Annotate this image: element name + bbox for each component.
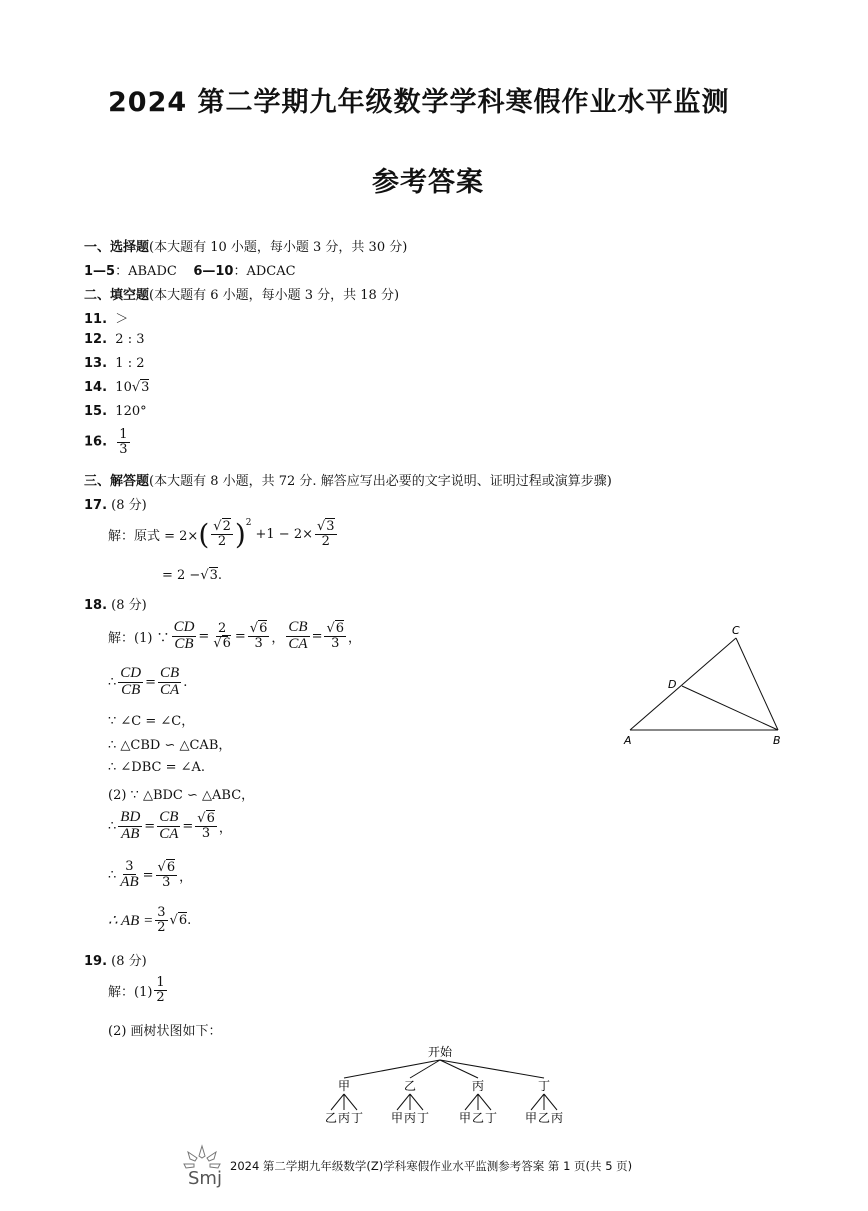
fraction [118,860,140,890]
text: ， [218,820,232,836]
numerator: CB [159,809,179,825]
numerator: 3 [125,859,134,874]
section-2-desc: (本大题有 6 小题，每小题 3 分，共 18 分) [149,288,400,303]
answer: 2 : 3 [115,332,145,347]
section-1-heading [84,236,407,255]
fraction: $\frac{√6}{3}$ [157,860,176,890]
question-number: 14. [84,380,108,395]
label-c: C [732,624,740,637]
text: . [183,674,188,690]
denominator: 2 [217,534,227,549]
q18-header [84,594,147,613]
side-bc [736,638,778,730]
fraction: $\frac{√6}{3}$ [197,811,215,841]
tree-node-level2: 丁 [484,1111,498,1125]
text: . [217,568,223,583]
q18-line-4: ∴ △CBD ∽ △CAB， [108,738,232,753]
label-d: D [668,678,677,691]
fraction [157,810,180,843]
radicand: 6 [206,811,215,827]
question-score: (8 分) [111,598,147,613]
answer-fraction [117,428,129,456]
question-number: 16. [84,434,108,450]
fraction [158,666,181,699]
mc-answers: 1—5：ABADC 6—10：ADCAC [84,264,296,279]
document-subtitle: 参考答案 [372,167,484,198]
tree-node-level1: 甲 [337,1079,351,1093]
mc-answer-2: ADCAC [246,264,296,279]
tree-branch [531,1094,544,1110]
section-3-label: 三、解答题 [84,474,150,489]
denominator: 2 [157,919,166,935]
numerator: CD [173,619,195,635]
radicand: 3 [209,568,218,583]
text: ∴ [108,674,117,690]
question-number: 12. [84,332,108,347]
tree-node-level2: 甲 [458,1111,472,1125]
label-b: B [773,734,781,747]
tree-branch [344,1094,357,1110]
fill-15 [84,404,147,419]
tree-branch [544,1094,557,1110]
denominator: CB [121,681,141,698]
denominator: CA [288,635,308,652]
section-2-label: 二、填空题 [84,288,150,303]
tree-branch [331,1094,344,1110]
fraction: $\frac{2}{√6}$ [213,621,231,651]
tree-node-level2: 甲 [390,1111,404,1125]
section-1-desc: (本大题有 10 小题，每小题 3 分，共 30 分) [149,240,408,255]
question-number: 15. [84,404,108,419]
answer: 120° [115,404,147,419]
denominator: 2 [156,989,165,1005]
question-number: 19. [84,954,108,969]
tree-branch [397,1094,410,1110]
text: 解：(1) ∵ [108,630,170,646]
tree-node-level2: 乙 [537,1111,551,1125]
fraction [154,976,166,1004]
tree-branch [410,1094,423,1110]
section-3-desc: (本大题有 8 小题，共 72 分. 解答应写出必要的文字说明、证明过程或演算步骤) [149,474,612,489]
answer-coefficient: 10 [115,380,132,395]
radicand: 6 [222,635,231,651]
numerator: 1 [156,975,165,990]
label-a: A [624,734,632,747]
text: ∴ AB = [108,912,154,929]
numerator: BD [120,809,141,825]
text: . [187,912,192,928]
text: = 2 − [162,568,201,583]
question-number: 13. [84,356,108,371]
section-3-heading [84,470,612,489]
q19-header [84,950,147,969]
text: 解：原式 = 2× [108,529,199,544]
question-number: 17. [84,498,108,513]
tree-node-level2: 丙 [550,1111,564,1125]
denominator: 3 [201,825,211,841]
fill-11 [84,308,128,327]
text: 解：(1) [108,984,153,1000]
document-title: 2024 第二学期九年级数学学科寒假作业水平监测 [108,87,730,118]
denominator: AB [121,825,140,842]
tree-node-level1: 丙 [471,1079,485,1093]
denominator: CA [160,681,180,698]
denominator: 3 [254,635,263,651]
q17-line-2: = 2 −√3. [162,568,223,583]
tree-node-level2: 乙 [471,1111,485,1125]
answer: 1 : 2 [115,356,145,371]
radicand: 6 [178,913,188,929]
text: +1 − 2× [255,527,313,542]
q18-line-2: ∴ $\frac{CD}{CB}$ = $\frac{CB}{CA}$ . [108,665,188,698]
radicand: 6 [259,621,268,637]
exponent: 2 [245,518,252,528]
section-2-heading [84,284,399,303]
tree-node-level2: 丁 [350,1111,364,1125]
question-score: (8 分) [111,954,147,969]
fraction [172,620,197,653]
text: ， [179,869,193,885]
fraction: $\frac{√6}{3}$ [249,621,268,651]
denominator: CA [159,825,179,842]
publisher-logo-icon [180,1140,224,1190]
segment-bd [682,686,778,730]
fraction: $\frac{√3}{2}$ [317,519,335,549]
text: ， [271,630,285,646]
text: ∴ [108,867,117,883]
tree-node-level2: 丁 [416,1111,430,1125]
q18-line-6: (2) ∵ △BDC ∽ △ABC， [108,788,255,803]
fraction [118,666,143,699]
fill-12 [84,332,144,347]
numerator: CB [288,619,308,635]
tree-node-level2: 丙 [403,1111,417,1125]
q18-line-7: ∴ $\frac{BD}{AB}$ = $\frac{CB}{CA}$ = $\frac{√6}{3}$ ， [108,809,232,842]
q18-line-9: ∴ AB = $\frac{3}{2}$ √ 6 . [108,905,192,935]
q19-line-1 [108,976,169,1004]
q18-line-5: ∴ ∠DBC = ∠A. [108,760,206,775]
tree-diagram [310,1040,570,1132]
triangle-figure [618,620,798,750]
numerator: CD [120,665,142,681]
question-score: (8 分) [111,498,147,513]
radicand: 6 [166,860,176,876]
tree-node-level2: 甲 [524,1111,538,1125]
denominator: 3 [162,874,171,890]
q18-line-3: ∵ ∠C = ∠C， [108,714,195,729]
section-1-label: 一、选择题 [84,240,150,255]
tree-node-level2: 丙 [337,1111,351,1125]
fraction [155,906,167,934]
denominator: 3 [331,635,340,651]
denominator: AB [120,873,139,890]
radicand: 3 [326,519,335,535]
mc-range-2: 6—10 [193,264,234,279]
fraction: $\frac{√2}{2}$ [213,519,231,549]
question-number: 11. [84,312,108,327]
fraction: $\frac{√6}{3}$ [326,621,345,651]
q17-header [84,494,147,513]
answer-radicand: 3 [141,380,150,395]
numerator: 2 [217,621,227,637]
tree-root: 开始 [427,1045,453,1059]
radicand: 2 [222,519,231,535]
tree-branch [440,1060,478,1078]
radicand: 6 [335,621,345,637]
fill-13 [84,356,144,371]
mc-range-1: 1—5 [84,264,116,279]
numerator: 1 [119,427,128,442]
q17-line-1: 解：原式 = 2× ( $\frac{√2}{2}$ ) $^2$ +1 − 2× $\frac{√3}{2}$ [108,518,335,551]
text: ， [348,630,362,646]
svg-text:Smj: Smj [188,1168,222,1189]
numerator: 3 [157,905,166,920]
fill-16 [84,428,132,456]
tree-branch [478,1094,491,1110]
q18-line-8: ∴ $\frac{3}{AB}$ = $\frac{√6}{3}$ ， [108,859,193,890]
tree-node-level1: 丁 [537,1079,551,1093]
fill-14: 14. 10√3 [84,380,150,395]
fraction [118,810,142,843]
page-footer: 2024 第二学期九年级数学(Z)学科寒假作业水平监测参考答案 第 1 页(共 5 页) [230,1159,633,1173]
mc-answer-1: ABADC [128,264,177,279]
numerator: CB [160,665,180,681]
tree-node-level1: 乙 [403,1079,417,1093]
answer: ＞ [115,312,129,327]
denominator: 3 [119,441,128,457]
q19-line-2: (2) 画树状图如下： [108,1024,222,1039]
tree-branch [440,1060,544,1078]
text: ∴ [108,818,117,834]
side-ac [630,638,736,730]
denominator: CB [174,635,194,652]
denominator: 2 [321,534,330,549]
tree-node-level2: 乙 [324,1111,338,1125]
question-number: 18. [84,598,108,613]
fraction [286,620,309,653]
tree-branch [465,1094,478,1110]
q18-line-1: 解：(1) ∵ $\frac{CD}{CB}$ = $\frac{2}{√6}$ = $\frac{√6}{3}$ ， $\frac{CB}{CA}$ = $\frac{√6}{3}$ ， [108,619,362,652]
